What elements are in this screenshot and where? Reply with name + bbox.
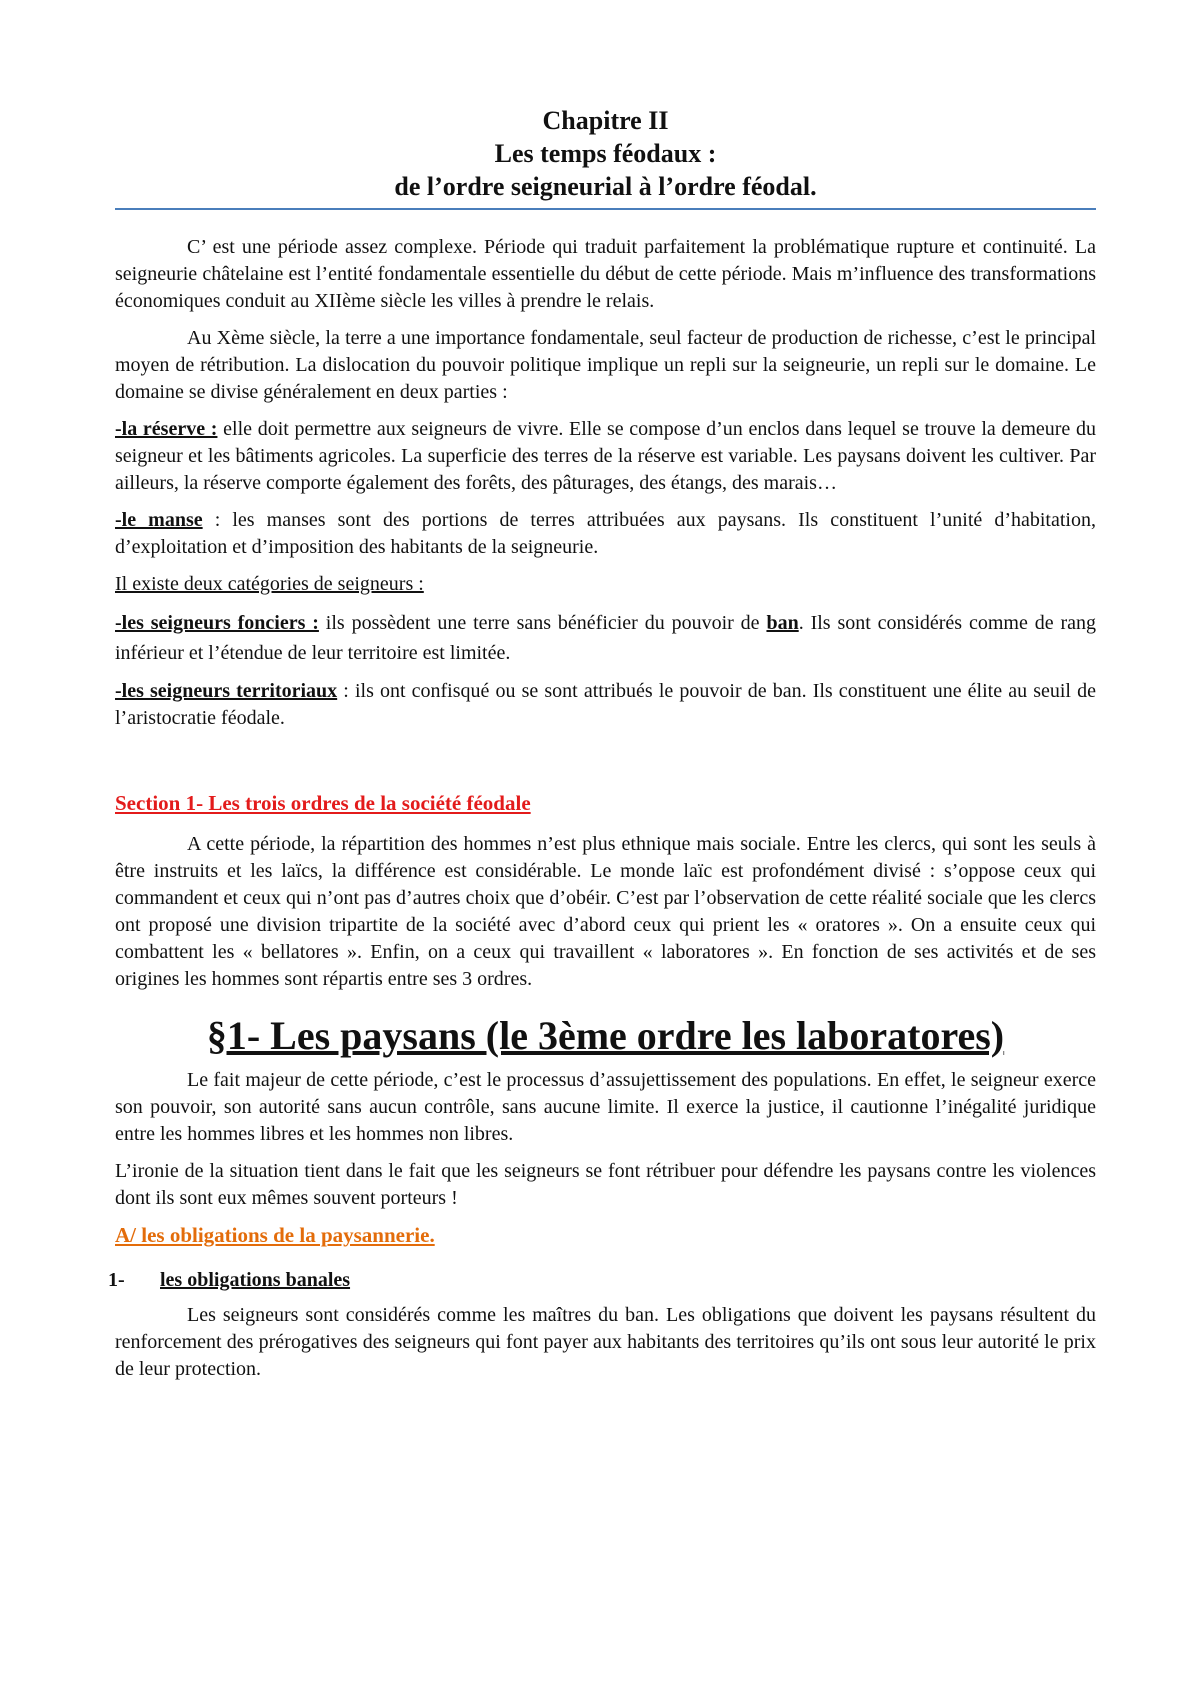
manse-definition (115, 507, 1096, 561)
paysans-paragraph-2: L’ironie de la situation tient dans le fait que les seigneurs se font rétribuer pour défendre les paysans contre les violences dont ils sont eux mêmes souvent porteurs ! (115, 1160, 1096, 1209)
seigneurs-fonciers-text-1: ils possèdent une terre sans bénéficier du pouvoir de (318, 612, 767, 634)
item-number: 1- (108, 1269, 125, 1291)
intro-paragraph-2: Au Xème siècle, la terre a une importance fondamentale, seul facteur de production de richesse, c’est le principal moyen de rétribution. La dislocation du pouvoir politique implique un repli sur la seigneurie, un repli sur le domaine. Le domaine se divise généralement en deux parties : (115, 327, 1096, 403)
item-label: les obligations banales (160, 1269, 351, 1291)
section-1-title: Section 1- Les trois ordres de la société féodale (115, 791, 531, 815)
reserve-text: elle doit permettre aux seigneurs de vivre. Elle se compose d’un enclos dans lequel se trouve la demeure du seigneur et les bâtiments agricoles. La superficie des terres de la réserve est variable. Les paysans doivent les cultiver. Par ailleurs, la réserve comporte également des forêts, des pâturages, des étangs, des marais… (115, 418, 1097, 494)
obligations-subheading: A/ les obligations de la paysannerie. (115, 1223, 435, 1247)
ban-term: ban (766, 612, 799, 634)
seigneurs-territoriaux-term: -les seigneurs territoriaux (115, 680, 338, 702)
seigneurs-fonciers-definition (115, 608, 1096, 668)
title-divider (115, 208, 1096, 210)
chapter-number: Chapitre II (542, 106, 669, 135)
seigneurs-territoriaux-definition (115, 678, 1096, 732)
paysans-paragraph-1: Le fait majeur de cette période, c’est le processus d’assujettissement des populations. En effet, le seigneur exerce son pouvoir, son autorité sans aucun contrôle, sans aucune limite. Il exerce la justice, il cautionne l’inégalité juridique entre les hommes libres et les hommes non libres. (115, 1069, 1096, 1145)
reserve-definition (115, 416, 1096, 497)
intro-paragraph-1: C’ est une période assez complexe. Période qui traduit parfaitement la problématique rupture et continuité. La seigneurie châtelaine est l’entité fondamentale essentielle du début de cette période. Mais m’influence des transformations économiques conduit au XIIème siècle les villes à prendre le relais. (115, 236, 1096, 312)
seigneurs-territoriaux-text: : ils ont confisqué ou se sont attribués le pouvoir de ban. Ils constituent une élite au seuil de l’aristocratie féodale. (115, 680, 1096, 729)
seigneurs-fonciers-term: -les seigneurs fonciers : (115, 612, 319, 634)
numbered-heading (108, 1267, 1096, 1294)
document-page (108, 104, 1097, 1393)
paragraph-1-heading: §1- Les paysans (le 3ème ordre les laboratores) (206, 1013, 1005, 1058)
seigneurs-fonciers-text-2: . Ils sont considérés comme de rang inférieur et l’étendue de leur territoire est limitée. (115, 612, 1096, 664)
reserve-term: -la réserve : (115, 418, 218, 440)
seigneur-categories-intro: Il existe deux catégories de seigneurs : (115, 573, 424, 595)
obligations-banales-paragraph: Les seigneurs sont considérés comme les maîtres du ban. Les obligations que doivent les paysans résultent du renforcement des prérogatives des seigneurs qui font payer aux habitants des territoires qu’ils ont sous leur autorité le prix de leur protection. (115, 1304, 1096, 1380)
chapter-subtitle: de l’ordre seigneurial à l’ordre féodal. (394, 172, 817, 201)
chapter-title (115, 104, 1096, 203)
chapter-name: Les temps féodaux : (494, 139, 717, 168)
manse-text: : les manses sont des portions de terres attribuées aux paysans. Ils constituent l’unité d’habitation, d’exploitation et d’imposition des habitants de la seigneurie. (115, 509, 1096, 558)
manse-term: -le manse (115, 509, 203, 531)
section-1-paragraph: A cette période, la répartition des hommes n’est plus ethnique mais sociale. Entre les clercs, qui sont les seuls à être instruits et les laïcs, la différence est considérable. Le monde laïc est profondément divisé : s’oppose ceux qui commandent et ceux qui n’ont pas d’autres choix que d’obéir. C’est par l’observation de cette réalité sociale que les clercs ont proposé une division tripartite de la société avec d’abord ceux qui prient les « oratores ». On a ensuite ceux qui combattent les « bellatores ». Enfin, on a ceux qui travaillent « laboratores ». En fonction de ses activités et de ses origines les hommes sont répartis entre ses 3 ordres. (115, 833, 1096, 990)
